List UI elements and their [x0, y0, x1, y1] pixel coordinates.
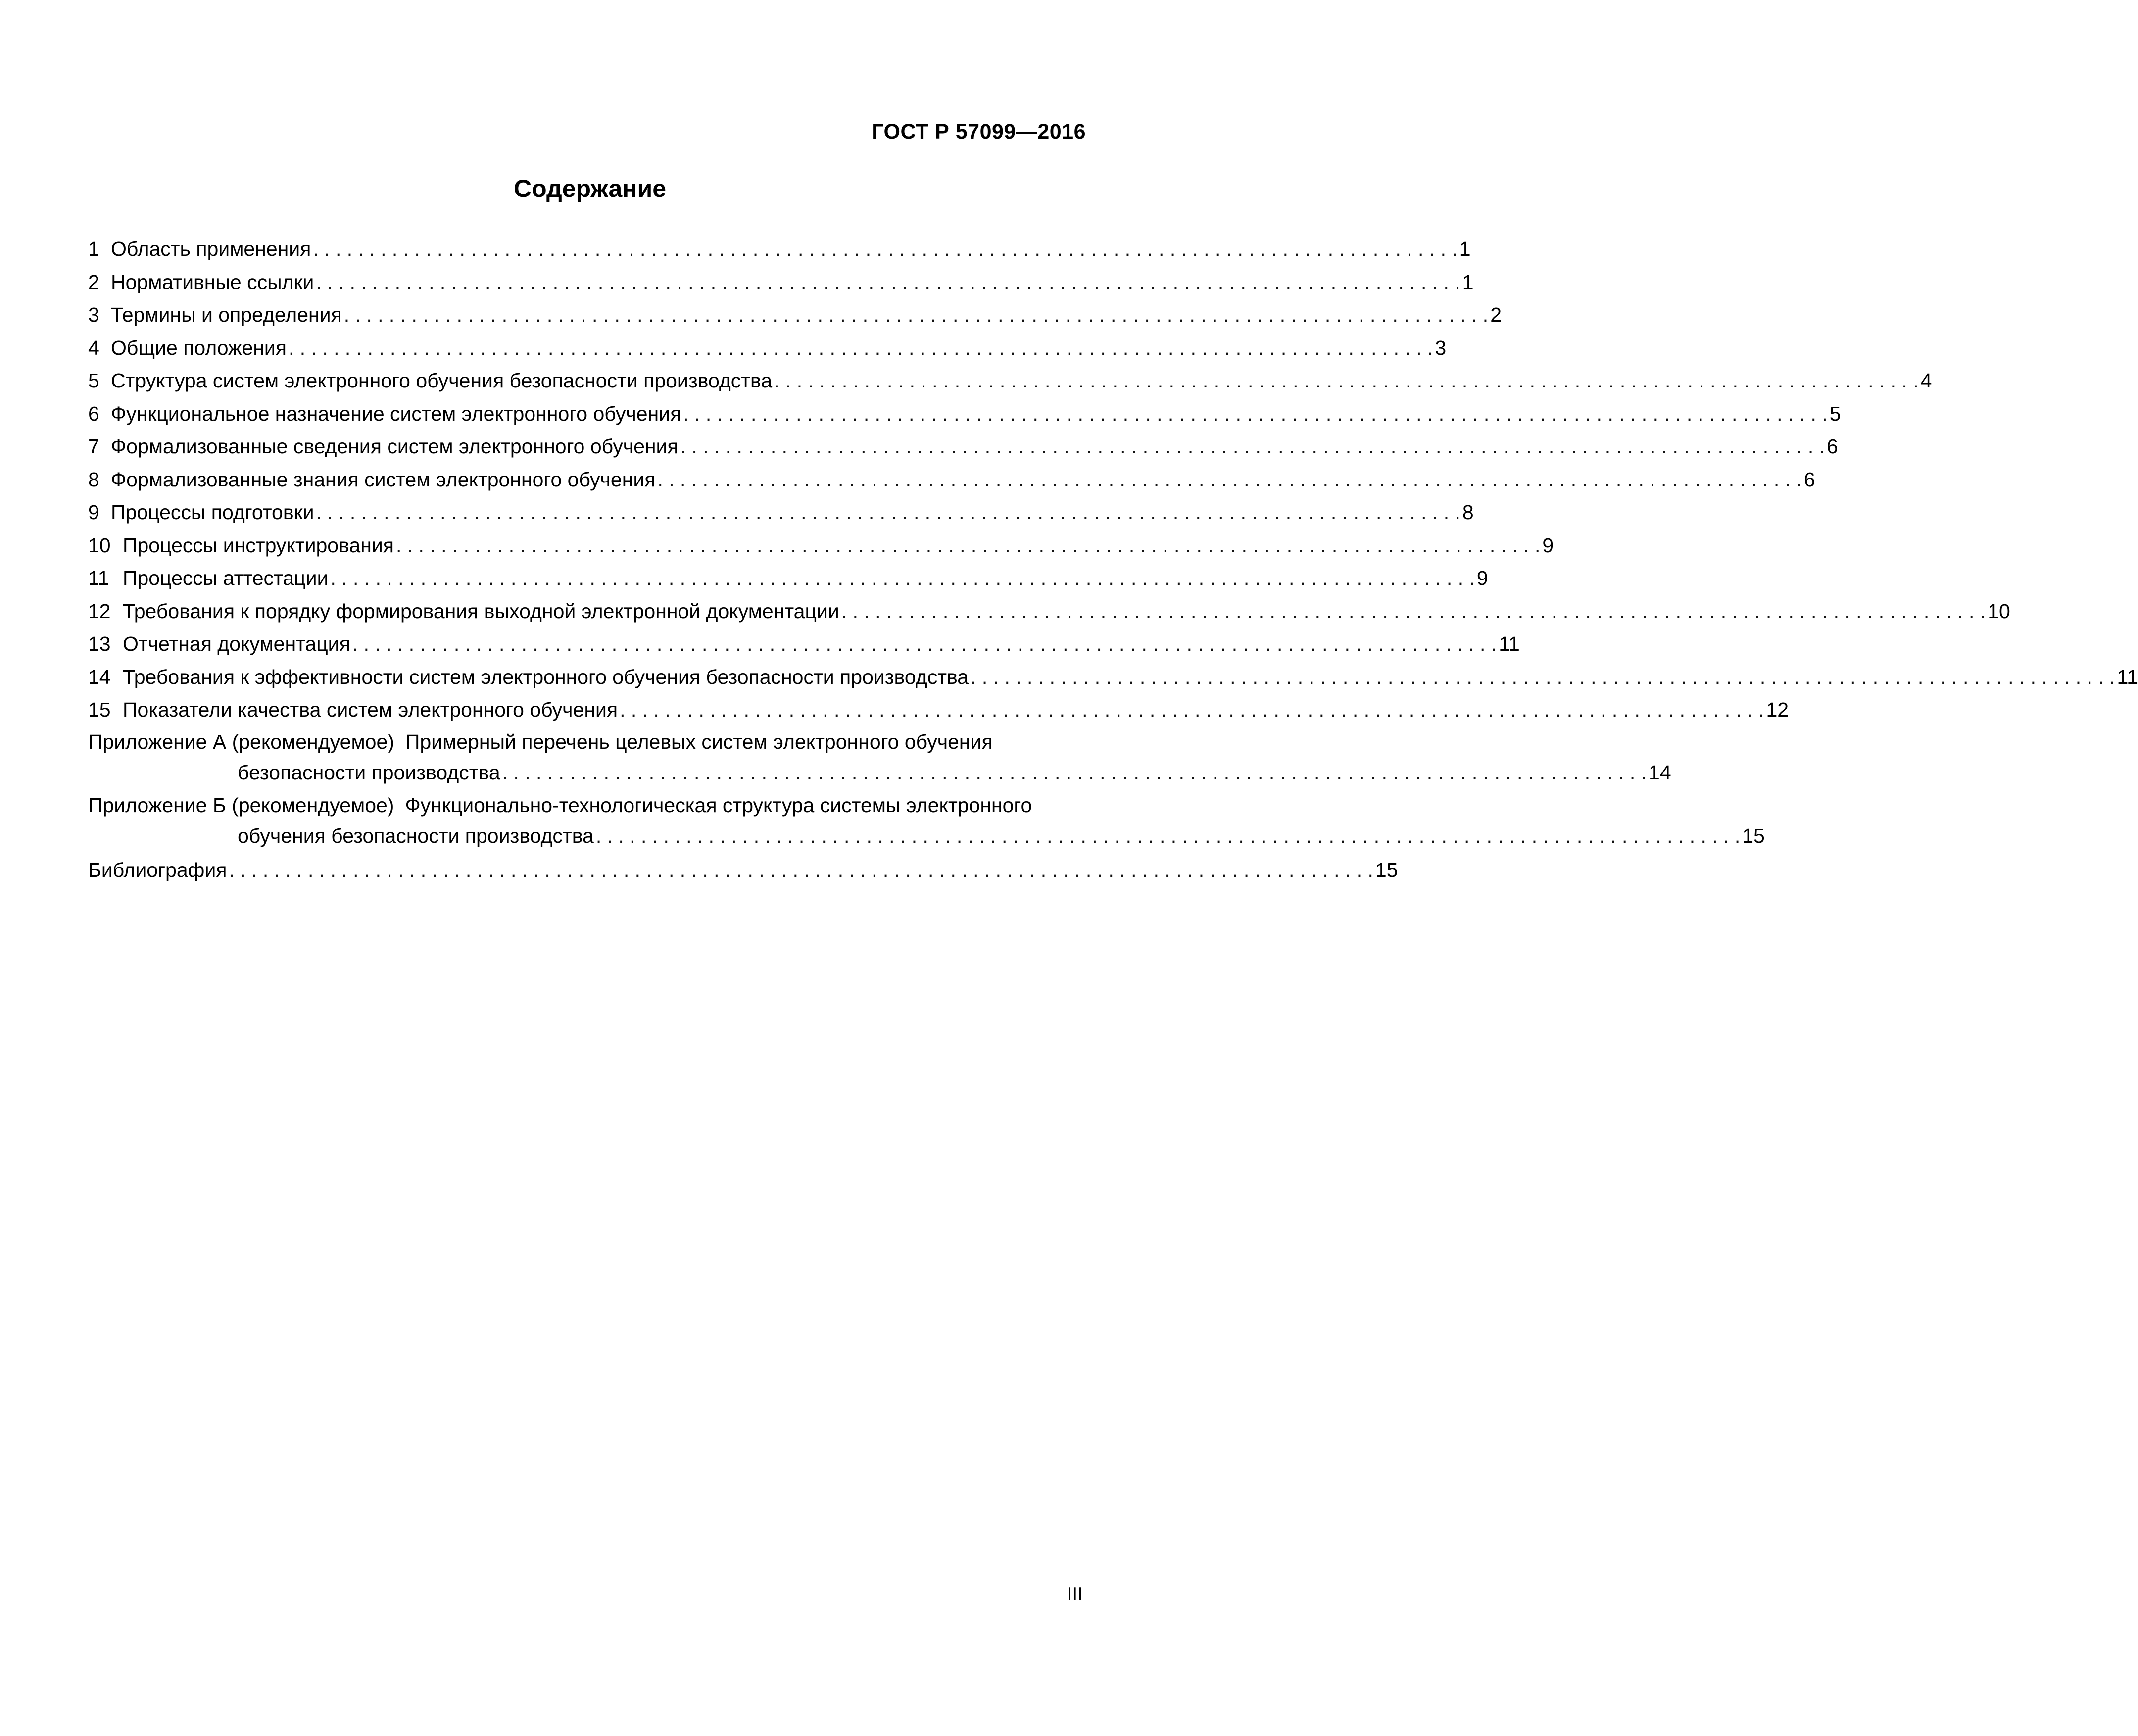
toc-appendix-b[interactable] [88, 790, 1765, 851]
appendix-title: Функционально-технологическая структура системы электронного [405, 794, 1032, 817]
dot-leader: . . . . . . . . . . . . . . . . . . . . . . . . . . . . . . . . . . . . . . . . . . . . . . . . . . . . . . . . . . . . . . . . . . . . . . . . . . . . . . . . . . . . . . . . . . . . . . . . . . . . . . [620, 698, 1764, 721]
toc-entry[interactable] [88, 496, 1474, 529]
page-title: Содержание [513, 175, 667, 202]
toc-entry[interactable] [88, 693, 1789, 726]
toc-entry-label: Нормативные ссылки [111, 270, 314, 293]
toc-entry[interactable] [88, 397, 1841, 431]
toc-entry-page: 12 [1766, 698, 1789, 721]
toc-entry-number: 2 [88, 270, 99, 293]
toc-entry[interactable] [88, 661, 2138, 694]
appendix-prefix: Приложение Б (рекомендуемое) [88, 794, 394, 817]
dot-leader: . . . . . . . . . . . . . . . . . . . . . . . . . . . . . . . . . . . . . . . . . . . . . . . . . . . . . . . . . . . . . . . . . . . . . . . . . . . . . . . . . . . . . . . . . . . . . . . . . . . . . . [229, 858, 1373, 881]
toc-entry-label: Структура систем электронного обучения безопасности производства [111, 369, 773, 392]
toc-entry[interactable] [88, 430, 1838, 463]
toc-entry-number: 11 [88, 567, 109, 589]
toc-entry-page: 5 [1829, 402, 1841, 425]
dot-leader: . . . . . . . . . . . . . . . . . . . . . . . . . . . . . . . . . . . . . . . . . . . . . . . . . . . . . . . . . . . . . . . . . . . . . . . . . . . . . . . . . . . . . . . . . . . . . . . . . . . . . . [595, 824, 1741, 847]
toc-entry-page: 14 [1649, 761, 1671, 784]
toc-entry-number: 4 [88, 336, 99, 359]
toc-entry[interactable] [88, 332, 1447, 365]
toc-entry-number: 7 [88, 435, 99, 458]
appendix-title: Примерный перечень целевых систем электронного обучения [405, 730, 993, 753]
toc-entry-page: 3 [1435, 336, 1447, 359]
toc-entry-page: 10 [1988, 599, 2010, 623]
dot-leader: . . . . . . . . . . . . . . . . . . . . . . . . . . . . . . . . . . . . . . . . . . . . . . . . . . . . . . . . . . . . . . . . . . . . . . . . . . . . . . . . . . . . . . . . . . . . . . . . . . . . . . [316, 270, 1460, 293]
dot-leader: . . . . . . . . . . . . . . . . . . . . . . . . . . . . . . . . . . . . . . . . . . . . . . . . . . . . . . . . . . . . . . . . . . . . . . . . . . . . . . . . . . . . . . . . . . . . . . . . . . . . . . [657, 468, 1802, 491]
toc-entry[interactable] [88, 364, 1932, 397]
toc-entry-label: Термины и определения [111, 303, 342, 326]
toc-entry-bibliography[interactable] [88, 854, 1398, 887]
dot-leader: . . . . . . . . . . . . . . . . . . . . . . . . . . . . . . . . . . . . . . . . . . . . . . . . . . . . . . . . . . . . . . . . . . . . . . . . . . . . . . . . . . . . . . . . . . . . . . . . . . . . . . [841, 599, 1986, 623]
dot-leader: . . . . . . . . . . . . . . . . . . . . . . . . . . . . . . . . . . . . . . . . . . . . . . . . . . . . . . . . . . . . . . . . . . . . . . . . . . . . . . . . . . . . . . . . . . . . . . . . . . . . . . [343, 303, 1489, 326]
toc-entry-page: 8 [1462, 501, 1474, 524]
toc-entry-label: Общие положения [111, 336, 287, 359]
toc-entry-page: 15 [1375, 858, 1398, 881]
appendix-second-line [88, 757, 1671, 788]
appendix-first-line [88, 790, 1086, 820]
appendix-second-line [88, 820, 1765, 851]
dot-leader: . . . . . . . . . . . . . . . . . . . . . . . . . . . . . . . . . . . . . . . . . . . . . . . . . . . . . . . . . . . . . . . . . . . . . . . . . . . . . . . . . . . . . . . . . . . . . . . . . . . . . . [289, 336, 1433, 359]
toc-entry-page: 9 [1476, 567, 1488, 589]
toc-entry-label: Функциональное назначение систем электронного обучения [111, 402, 681, 425]
dot-leader: . . . . . . . . . . . . . . . . . . . . . . . . . . . . . . . . . . . . . . . . . . . . . . . . . . . . . . . . . . . . . . . . . . . . . . . . . . . . . . . . . . . . . . . . . . . . . . . . . . . . . . [683, 402, 1828, 425]
dot-leader: . . . . . . . . . . . . . . . . . . . . . . . . . . . . . . . . . . . . . . . . . . . . . . . . . . . . . . . . . . . . . . . . . . . . . . . . . . . . . . . . . . . . . . . . . . . . . . . . . . . . . . [330, 567, 1475, 589]
toc-entry-number: 13 [88, 632, 111, 655]
toc-entry-label: Процессы аттестации [123, 567, 329, 589]
document-code: ГОСТ Р 57099—2016 [872, 120, 1086, 144]
toc-entry-number: 5 [88, 369, 99, 392]
dot-leader: . . . . . . . . . . . . . . . . . . . . . . . . . . . . . . . . . . . . . . . . . . . . . . . . . . . . . . . . . . . . . . . . . . . . . . . . . . . . . . . . . . . . . . . . . . . . . . . . . . . . . . [313, 238, 1458, 260]
toc-entry-number: 6 [88, 402, 99, 425]
toc-entry-label: Формализованные сведения систем электронного обучения [111, 435, 679, 458]
toc-entry-number: 8 [88, 468, 99, 491]
toc-entry-number: 10 [88, 533, 111, 557]
toc-entry-page: 2 [1490, 303, 1502, 326]
dot-leader: . . . . . . . . . . . . . . . . . . . . . . . . . . . . . . . . . . . . . . . . . . . . . . . . . . . . . . . . . . . . . . . . . . . . . . . . . . . . . . . . . . . . . . . . . . . . . . . . . . . . . . [395, 533, 1541, 557]
toc-entry-number: 9 [88, 501, 99, 524]
toc-appendix-a[interactable] [88, 726, 1671, 788]
appendix-title-cont: безопасности производства [238, 761, 500, 784]
table-of-contents [88, 233, 2138, 886]
toc-entry-label: Требования к эффективности систем электронного обучения безопасности производства [123, 665, 969, 688]
toc-entry-page: 11 [1499, 632, 1520, 655]
toc-entry-label: Процессы подготовки [111, 501, 314, 524]
page-number: III [1067, 1584, 1083, 1605]
toc-entry[interactable] [88, 627, 1520, 661]
dot-leader: . . . . . . . . . . . . . . . . . . . . . . . . . . . . . . . . . . . . . . . . . . . . . . . . . . . . . . . . . . . . . . . . . . . . . . . . . . . . . . . . . . . . . . . . . . . . . . . . . . . . . . [316, 501, 1460, 524]
toc-entry-page: 9 [1542, 533, 1554, 557]
toc-entry-number: 14 [88, 665, 111, 688]
toc-entry-label: Процессы инструктирования [123, 533, 394, 557]
appendix-prefix: Приложение А (рекомендуемое) [88, 730, 394, 753]
toc-entry-page: 1 [1462, 270, 1474, 293]
toc-entry-page: 6 [1827, 435, 1838, 458]
toc-entry[interactable] [88, 298, 1502, 332]
toc-entry[interactable] [88, 562, 1488, 595]
dot-leader: . . . . . . . . . . . . . . . . . . . . . . . . . . . . . . . . . . . . . . . . . . . . . . . . . . . . . . . . . . . . . . . . . . . . . . . . . . . . . . . . . . . . . . . . . . . . . . . . . . . . . . [680, 435, 1825, 458]
toc-entry-number: 3 [88, 303, 99, 326]
toc-entry[interactable] [88, 233, 1471, 266]
toc-entry-number: 15 [88, 698, 111, 721]
appendix-title-cont: обучения безопасности производства [238, 824, 594, 847]
toc-entry[interactable] [88, 463, 1815, 496]
toc-entry-page: 15 [1742, 824, 1765, 847]
toc-entry-label: Отчетная документация [123, 632, 350, 655]
toc-entry-page: 1 [1459, 238, 1471, 260]
toc-entry[interactable] [88, 529, 1554, 562]
toc-entry-label: Область применения [111, 238, 311, 260]
toc-entry-label: Формализованные знания систем электронного обучения [111, 468, 656, 491]
toc-entry-label: Показатели качества систем электронного обучения [123, 698, 618, 721]
dot-leader: . . . . . . . . . . . . . . . . . . . . . . . . . . . . . . . . . . . . . . . . . . . . . . . . . . . . . . . . . . . . . . . . . . . . . . . . . . . . . . . . . . . . . . . . . . . . . . . . . . . . . . [971, 665, 2115, 688]
toc-entry-label: Требования к порядку формирования выходной электронной документации [123, 599, 839, 623]
dot-leader: . . . . . . . . . . . . . . . . . . . . . . . . . . . . . . . . . . . . . . . . . . . . . . . . . . . . . . . . . . . . . . . . . . . . . . . . . . . . . . . . . . . . . . . . . . . . . . . . . . . . . . [774, 369, 1919, 392]
dot-leader: . . . . . . . . . . . . . . . . . . . . . . . . . . . . . . . . . . . . . . . . . . . . . . . . . . . . . . . . . . . . . . . . . . . . . . . . . . . . . . . . . . . . . . . . . . . . . . . . . . . . . . [502, 761, 1647, 784]
toc-entry[interactable] [88, 595, 2010, 628]
toc-entry-page: 4 [1920, 369, 1932, 392]
dot-leader: . . . . . . . . . . . . . . . . . . . . . . . . . . . . . . . . . . . . . . . . . . . . . . . . . . . . . . . . . . . . . . . . . . . . . . . . . . . . . . . . . . . . . . . . . . . . . . . . . . . . . . [352, 632, 1497, 655]
toc-entry-label: Библиография [88, 858, 227, 881]
appendix-first-line [88, 726, 1086, 757]
toc-entry-number: 12 [88, 599, 111, 623]
toc-entry-page: 6 [1803, 468, 1815, 491]
toc-entry-number: 1 [88, 238, 99, 260]
toc-entry[interactable] [88, 266, 1474, 299]
toc-entry-page: 11 [2117, 665, 2138, 688]
